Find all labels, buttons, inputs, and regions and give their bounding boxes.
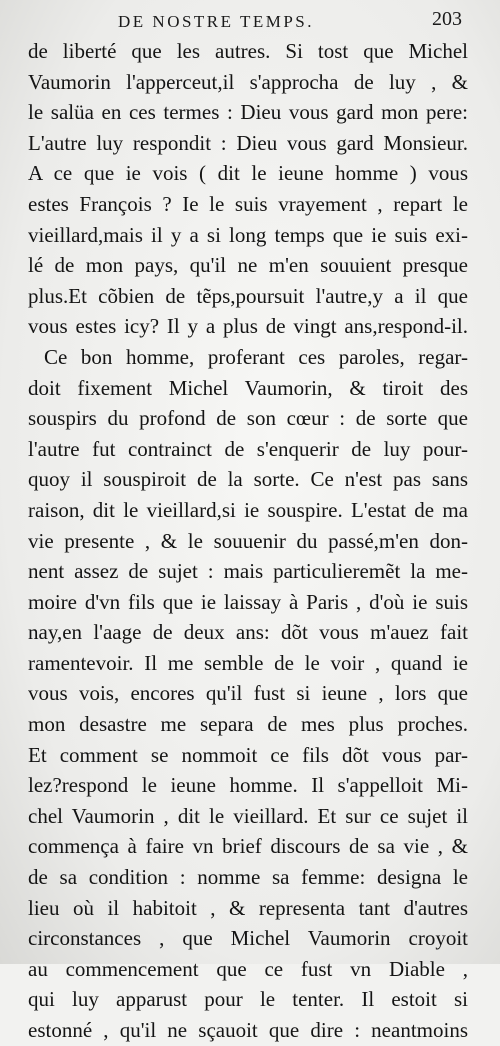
text-line: souspirs du profond de son cœur : de sorte que (28, 406, 468, 431)
text-line: plus.Et cõbien de tẽps,poursuit l'autre,y a il que (28, 283, 468, 308)
text-line: vie presente , & le souuenir du passé,m'en don- (28, 528, 468, 553)
page-number: 203 (432, 8, 462, 30)
text-line: l'autre fut contrainct de s'enquerir de luy pour- (28, 436, 468, 461)
text-line: estes François ? Ie le suis vrayement , repart le (28, 191, 468, 216)
text-line: L'autre luy respondit : Dieu vous gard Monsieur. (28, 130, 468, 155)
text-line: de sa condition : nomme sa femme: designa le (28, 865, 468, 890)
text-line: le salüa en ces termes : Dieu vous gard mon pere: (28, 100, 468, 125)
text-line: Et comment se nommoit ce fils dõt vous par- (28, 742, 468, 767)
text-line: quoy il souspiroit de la sorte. Ce n'est pas sans (28, 467, 468, 492)
text-line: nay,en l'aage de deux ans: dõt vous m'auez fait (28, 620, 468, 645)
text-line: estonné , qu'il ne sçauoit que dire : neantmoins (28, 1018, 468, 1042)
text-line: chel Vaumorin , dit le vieillard. Et sur ce sujet il (28, 803, 468, 828)
running-head (0, 8, 500, 34)
text-line: lez?respond le ieune homme. Il s'appelloit Mi- (28, 773, 468, 798)
text-line: ramentevoir. Il me semble de le voir , quand ie (28, 650, 468, 675)
running-title: DE NOSTRE TEMPS. (118, 12, 315, 31)
body-text (28, 36, 468, 1046)
text-line: moire d'vn fils que ie laissay à Paris , d'où ie suis (28, 589, 468, 614)
text-line: mon desastre me separa de mes plus proches. (28, 712, 468, 737)
text-line: commença à faire vn brief discours de sa vie , & (28, 834, 468, 859)
text-line: de liberté que les autres. Si tost que Michel (28, 39, 468, 63)
text-line: doit fixement Michel Vaumorin, & tiroit des (28, 375, 468, 400)
text-line: au commencement que ce fust vn Diable , (28, 956, 468, 981)
text-line: A ce que ie vois ( dit le ieune homme ) vous (28, 161, 468, 186)
text-line: vous vois, encores qu'il fust si ieune , lors que (28, 681, 468, 706)
text-line: lieu où il habitoit , & representa tant d'autres (28, 895, 468, 920)
text-line: lé de mon pays, qu'il ne m'en souuient presque (28, 253, 468, 278)
text-line: vous estes icy? Il y a plus de vingt ans,respond-il. (28, 314, 468, 339)
text-line: Vaumorin l'apperceut,il s'approcha de luy , & (28, 69, 468, 94)
text-line: qui luy apparust pour le tenter. Il estoit si (28, 987, 468, 1012)
text-line: Ce bon homme, proferant ces paroles, regar- (44, 344, 468, 369)
text-line: raison, dit le vieillard,si ie souspire. L'estat de ma (28, 497, 468, 522)
text-line: nent assez de sujet : mais particulieremẽt la me- (28, 559, 468, 584)
text-line: vieillard,mais il y a si long temps que ie suis exi- (28, 222, 468, 247)
text-line: circonstances , que Michel Vaumorin croyoit (28, 926, 468, 951)
